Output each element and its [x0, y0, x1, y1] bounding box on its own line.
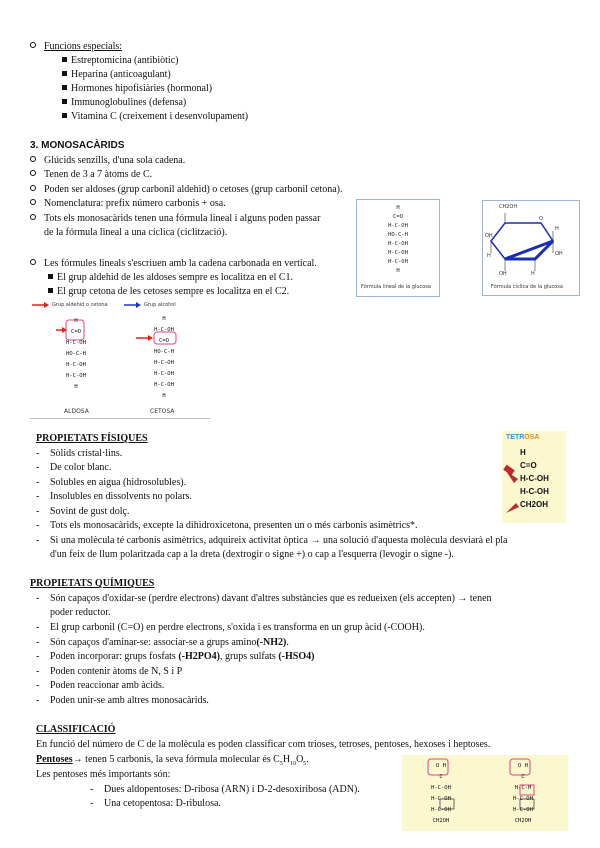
section-heading: 3. MONOSACÀRIDS	[30, 140, 125, 151]
list-item: - Són capaços d'aminar-se: associar-se a grups amino(-NH2).	[36, 637, 289, 648]
formula-row: H-C-H	[514, 785, 532, 791]
formula-row: H-C-OH	[388, 223, 408, 229]
atom-label: H	[555, 226, 559, 232]
list-item: - Tots els monosacàrids, excepte la dihidroxicetona, presenten un o més carbonis asimètrics*.	[36, 520, 418, 531]
formula-row: H-C-OH	[388, 241, 408, 247]
formula-row: H-C-OH	[388, 259, 408, 265]
formula-row: H-C-OH	[154, 371, 174, 377]
formula-row: C	[439, 774, 443, 780]
figure-pentoses	[402, 755, 568, 831]
bullet-circle-icon	[30, 156, 36, 162]
aldosa-formula	[48, 316, 104, 393]
list-item-continued: poder reductor.	[50, 607, 111, 618]
list-item: - Sovint de gust dolç.	[36, 506, 130, 517]
formula-row: O H	[518, 763, 528, 769]
bullet-circle-icon	[30, 42, 36, 48]
bullet-circle-icon	[30, 170, 36, 176]
list-item-continued: de la fórmula lineal a una cíclica (ciclització).	[44, 227, 228, 238]
list-item: - Dues aldopentoses: D-ribosa (ARN) i D-2-desoxiribosa (ADN).	[90, 784, 360, 795]
list-item: - De color blanc.	[36, 462, 112, 473]
list-item: - Poden unir-se amb altres monosacàrids.	[36, 695, 209, 706]
paragraph: Pentoses→ tenen 5 carbonis, la seva fórmula molecular és $C_5H_{10}O_5$.	[36, 754, 309, 767]
list-item: Nomenclatura: prefix número carbonis + osa.	[30, 197, 226, 210]
atom-label: H	[531, 271, 535, 277]
bullet-square-icon	[62, 71, 67, 76]
tetrosa-formula	[520, 446, 549, 511]
figure-tetrosa	[502, 431, 566, 523]
list-item: - Sòlids cristal·lins.	[36, 448, 123, 459]
tetrosa-title: TETROSA	[506, 434, 540, 441]
atom-label: OH	[555, 251, 563, 257]
bullet-circle-icon	[30, 199, 36, 205]
bullet-square-icon	[48, 274, 53, 279]
cetosa-formula	[136, 314, 192, 402]
section-title-classificacio: CLASSIFICACIÓ	[36, 724, 116, 735]
formula-row: H-C-OH	[154, 382, 174, 388]
list-item: - El grup carbonil (C=O) en perdre electrons, s'oxida i es transforma en un grup àcid (-COOH).	[36, 622, 425, 633]
section-title-quimiques: PROPIETATS QUÍMIQUES	[30, 578, 155, 589]
formula-row: O H	[436, 763, 446, 769]
bullet-circle-icon	[30, 185, 36, 191]
formula-row: H-C-OH	[513, 796, 533, 802]
atom-label: OH	[485, 233, 493, 239]
glucose-ring-diagram	[483, 201, 579, 295]
formula-row: CH2OH	[432, 818, 450, 824]
formula-row: H-C-OH	[431, 785, 451, 791]
formula-row: H	[396, 268, 400, 274]
list-item: - Insolubles en dissolvents no polars.	[36, 491, 192, 502]
list-item: - Si una molècula té carbonis asimètrics, adquireix activitat òptica → una solució d'aquesta molècula desviarà el pla	[36, 535, 508, 546]
formula-row: H	[162, 393, 166, 399]
bullet-square-icon	[62, 99, 67, 104]
formula-row: H-C-OH	[431, 807, 451, 813]
list-item: - Poden contenir àtoms de N, S i P	[36, 666, 183, 677]
bullet-square-icon	[62, 85, 67, 90]
formula-row: CH2OH	[514, 818, 532, 824]
ribosa-formula	[416, 761, 466, 827]
formula-row: H-C-OH	[66, 340, 86, 346]
bullet-circle-icon	[30, 259, 36, 265]
atom-label: CH2OH	[499, 204, 518, 210]
list-item: Immunoglobulines (defensa)	[62, 96, 186, 109]
desoxiribosa-formula	[498, 761, 548, 827]
figure-caption: Fórmula cíclica de la glucosa	[491, 284, 563, 290]
formula-row: H-C-OH	[66, 362, 86, 368]
figure-glucose-linear	[356, 199, 440, 297]
list-item: Vitamina C (creixement i desenvolupament)	[62, 110, 248, 123]
formula-row: HO-C-H	[154, 349, 174, 355]
list-item: Glúcids senzills, d'una sola cadena.	[30, 154, 185, 167]
formula-row: C=O	[520, 461, 537, 470]
formula-row: H-C-OH	[154, 327, 174, 333]
formula-row: H-C-OH	[154, 360, 174, 366]
formula-row: C=O	[393, 214, 403, 220]
list-item: - Solubles en aigua (hidrosolubles).	[36, 477, 187, 488]
formula-row: H	[74, 318, 78, 324]
especials-title: Funcions especials:	[30, 40, 122, 53]
list-item: - Una cetopentosa: D-ribulosa.	[90, 798, 221, 809]
atom-label: H	[487, 253, 491, 259]
list-item: - Poden reaccionar amb àcids.	[36, 680, 165, 691]
formula-row: CH2OH	[520, 500, 549, 509]
bullet-square-icon	[62, 113, 67, 118]
label-aldosa: ALDOSA	[64, 408, 89, 415]
list-item: Les fórmules lineals s'escriuen amb la cadena carbonada en vertical.	[30, 257, 317, 270]
list-item: Hormones hipofisiàries (hormonal)	[62, 82, 212, 95]
formula-row: H	[74, 384, 78, 390]
figure-aldosa-cetosa	[30, 300, 210, 419]
figure-glucose-cyclic	[482, 200, 580, 296]
formula-row: H	[520, 448, 526, 457]
formula-row: H-C-OH	[388, 250, 408, 256]
formula-row: H-C-OH	[431, 796, 451, 802]
list-item: - Poden incorporar: grups fosfats (-H2PO4), grups sulfats (-HSO4)	[36, 651, 315, 662]
list-item: - Són capaços d'oxidar-se (perdre electrons) davant d'altres substàncies que es redueixen (els accepten) → tenen	[36, 593, 492, 604]
formula-row: C=O	[71, 329, 81, 335]
paragraph: Les pentoses més importants són:	[36, 769, 171, 780]
legend-red: Grup aldehid o cetona	[52, 302, 108, 308]
formula-row: C=O	[159, 338, 169, 344]
formula-row: H	[162, 316, 166, 322]
label-cetosa: CETOSA	[150, 408, 175, 415]
bullet-square-icon	[62, 57, 67, 62]
section-title-fisiques: PROPIETATS FÍSIQUES	[36, 433, 148, 444]
formula-row: H-C-OH	[513, 807, 533, 813]
formula-row: H-C-OH	[66, 373, 86, 379]
list-item: Tots els monosacàrids tenen una fórmula lineal i alguns poden passar	[30, 212, 320, 225]
atom-label: O	[539, 216, 543, 222]
formula-row: HO-C-H	[388, 232, 408, 238]
atom-label: OH	[499, 271, 507, 277]
list-item: Tenen de 3 a 7 àtoms de C.	[30, 168, 152, 181]
list-item: Heparina (anticoagulant)	[62, 68, 171, 81]
figure-caption: Fórmula lineal de la glucosa	[361, 284, 431, 290]
formula-row: H-C-OH	[520, 487, 549, 496]
paragraph: En funció del número de C de la molècula es poden classificar com trioses, tetroses, pentoses, hexoses i heptoses.	[36, 739, 491, 750]
list-item: Poden ser aldoses (grup carbonil aldehid) o cetoses (grup carbonil cetona).	[30, 183, 343, 196]
formula-row: H-C-OH	[520, 474, 549, 483]
formula-row: HO-C-H	[66, 351, 86, 357]
formula-row: C	[521, 774, 525, 780]
legend-blue: Grup alcohol	[144, 302, 176, 308]
formula-row: H	[396, 205, 400, 211]
list-item: El grup aldehid de les aldoses sempre es localitza en el C1.	[48, 271, 293, 284]
list-item-continued: d'un feix de llum polaritzada cap a la dreta (dextrogir o signe +) o cap a l'esquerra (levogir o signe -).	[50, 549, 454, 560]
list-item: El grup cetona de les cetoses sempre es localitza en el C2.	[48, 285, 289, 298]
list-item: Estreptomicina (antibiòtic)	[62, 54, 178, 67]
bullet-square-icon	[48, 288, 53, 293]
bullet-circle-icon	[30, 214, 36, 220]
